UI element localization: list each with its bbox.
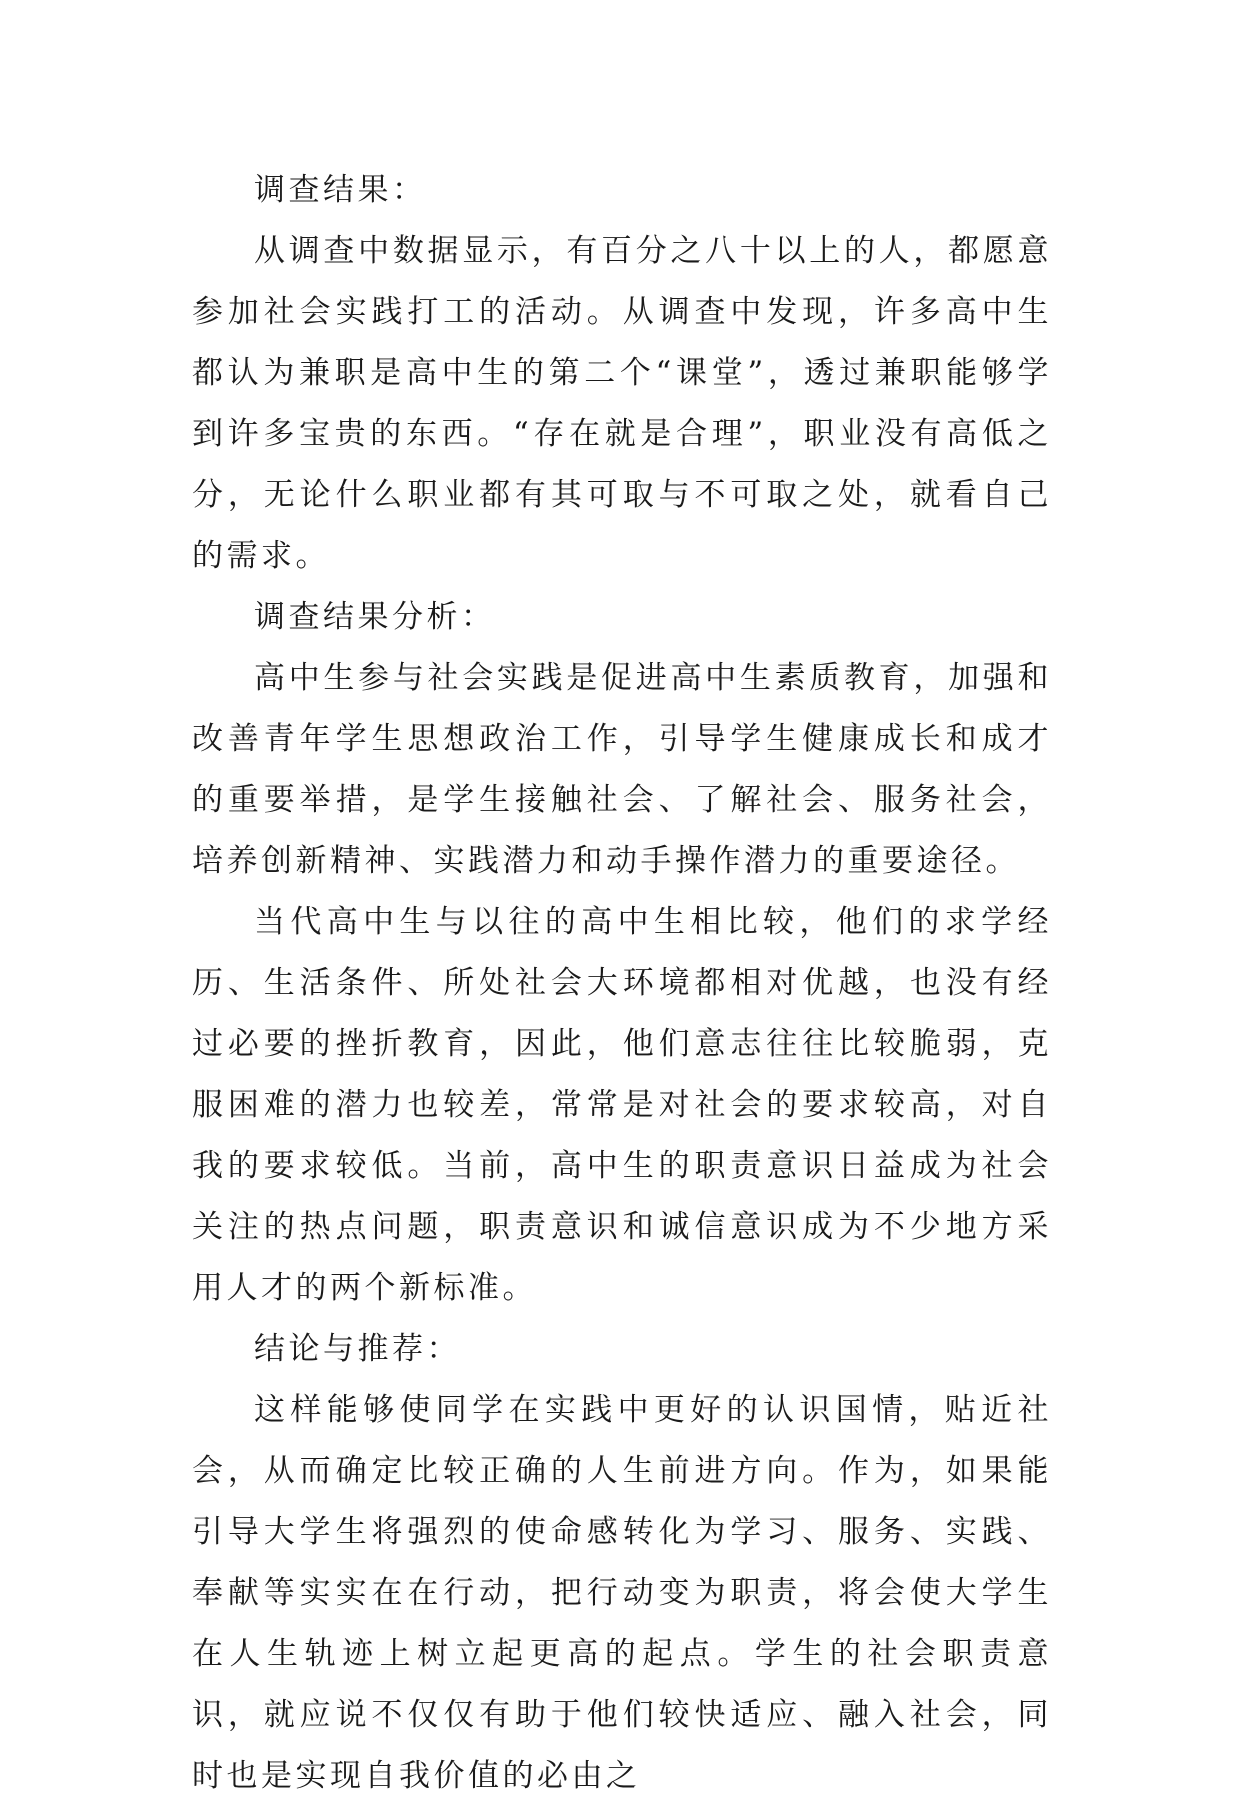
paragraph-survey-results: 从调查中数据显示，有百分之八十以上的人，都愿意参加社会实践打工的活动。从调查中发现，许多高中生都认为兼职是高中生的第二个“课堂”，透过兼职能够学到许多宝贵的东西。“存在就是合理”，职业没有高低之分，无论什么职业都有其可取与不可取之处，就看自己的需求。 — [192, 233, 1052, 574]
section-heading-results-analysis: 调查结果分析： — [254, 599, 496, 635]
section-heading-survey-results: 调查结果： — [254, 172, 427, 208]
section-heading-conclusion: 结论与推荐： — [254, 1331, 461, 1367]
paragraph-analysis-2: 当代高中生与以往的高中生相比较，他们的求学经历、生活条件、所处社会大环境都相对优越，也没有经过必要的挫折教育，因此，他们意志往往比较脆弱，克服困难的潜力也较差，常常是对社会的要求较高，对自我的要求较低。当前，高中生的职责意识日益成为社会关注的热点问题，职责意识和诚信意识成为不少地方采用人才的两个新标准。 — [192, 904, 1052, 1306]
paragraph-conclusion: 这样能够使同学在实践中更好的认识国情，贴近社会，从而确定比较正确的人生前进方向。作为，如果能引导大学生将强烈的使命感转化为学习、服务、实践、奉献等实实在在行动，把行动变为职责，将会使大学生在人生轨迹上树立起更高的起点。学生的社会职责意识，就应说不仅仅有助于他们较快适应、融入社会，同时也是实现自我价值的必由之 — [192, 1392, 1052, 1794]
paragraph-analysis-1: 高中生参与社会实践是促进高中生素质教育，加强和改善青年学生思想政治工作，引导学生健康成长和成才的重要举措，是学生接触社会、了解社会、服务社会，培养创新精神、实践潜力和动手操作潜力的重要途径。 — [192, 660, 1052, 879]
document-body — [192, 160, 1052, 1807]
